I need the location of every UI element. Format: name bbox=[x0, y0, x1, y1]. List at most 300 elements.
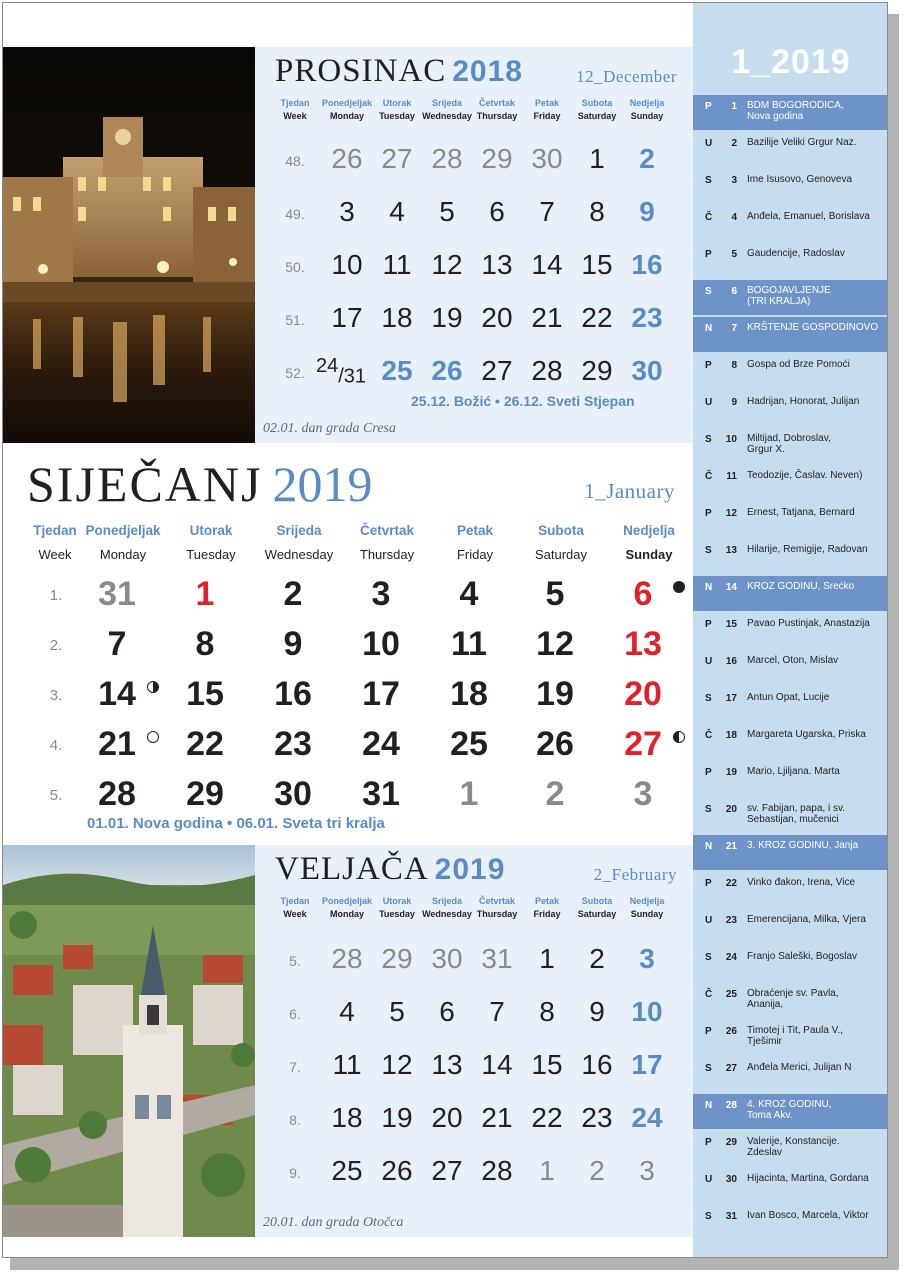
day-cell: 6 bbox=[439, 996, 455, 1027]
month-year: 2018 bbox=[452, 55, 523, 88]
header-hr: Tjedan bbox=[280, 896, 310, 906]
header-en: Wednesday bbox=[264, 547, 334, 562]
header-hr: Nedjelja bbox=[623, 523, 675, 538]
day-cell: 1 bbox=[539, 1155, 555, 1186]
header-en: Sunday bbox=[630, 111, 664, 121]
day-cell: 23 bbox=[631, 302, 663, 333]
day-column-header bbox=[253, 519, 345, 567]
saint-day-row bbox=[693, 391, 888, 428]
weekday-letter: P bbox=[705, 360, 712, 371]
day-number: 30 bbox=[725, 1174, 737, 1185]
header-hr: Ponedjeljak bbox=[321, 896, 373, 906]
header-hr: Subota bbox=[538, 523, 584, 538]
day-cell: 8 bbox=[589, 196, 605, 227]
calendar-page bbox=[2, 2, 888, 1258]
day-cell: 26 bbox=[536, 725, 574, 763]
day-cell: 7 bbox=[489, 996, 505, 1027]
day-cell: 5 bbox=[439, 196, 455, 227]
saint-names: Gospa od Brze Pomoći bbox=[747, 359, 850, 370]
saint-names: sv. Fabijan, papa, i sv. Sebastijan, mučenici bbox=[747, 803, 846, 825]
saint-names: BDM BOGORODICA, Nova godina bbox=[747, 100, 844, 122]
header-hr: Ponedjeljak bbox=[321, 98, 373, 108]
header-hr: Četvrtak bbox=[478, 896, 516, 906]
saint-day-row bbox=[693, 872, 888, 909]
week-number: 5. bbox=[289, 953, 301, 969]
day-cell: 4 bbox=[339, 996, 355, 1027]
day-cell: 27 bbox=[481, 355, 513, 386]
week-number: 52. bbox=[285, 365, 305, 381]
day-cell: 11 bbox=[382, 249, 412, 280]
saint-day-row bbox=[693, 761, 888, 798]
day-cell: 29 bbox=[186, 775, 224, 813]
header-hr: Nedjelja bbox=[629, 98, 665, 108]
day-cell: 21 bbox=[531, 302, 563, 333]
month-year: 2019 bbox=[272, 456, 373, 512]
saint-names: Ivan Bosco, Marcela, Viktor bbox=[747, 1210, 869, 1221]
saint-day-row bbox=[693, 909, 888, 946]
header-en: Wednesday bbox=[422, 909, 472, 919]
saint-day-row bbox=[693, 206, 888, 243]
day-cell: 31 bbox=[362, 775, 400, 813]
saint-day-row bbox=[693, 576, 888, 611]
weekday-letter: U bbox=[705, 656, 713, 667]
day-cell: 19 bbox=[431, 302, 463, 333]
saint-names: Timotej i Tit, Paula V., Tješimir bbox=[747, 1025, 843, 1047]
saint-day-row bbox=[693, 983, 888, 1020]
day-column-header bbox=[429, 519, 521, 567]
day-column-header bbox=[77, 519, 169, 567]
header-hr: Srijeda bbox=[276, 523, 322, 538]
weekday-letter: P bbox=[705, 619, 712, 630]
saint-names: Anđela Merici, Julijan N bbox=[747, 1062, 852, 1073]
weekday-letter: U bbox=[705, 397, 713, 408]
day-cell: 12 bbox=[381, 1049, 413, 1080]
month-panel-december-2018 bbox=[255, 47, 693, 443]
header-hr: Petak bbox=[456, 523, 494, 538]
day-cell: 19 bbox=[381, 1102, 413, 1133]
header-en: Tuesday bbox=[379, 111, 415, 121]
saints-sidebar bbox=[693, 3, 888, 1258]
day-cell: 1 bbox=[459, 775, 479, 813]
saint-names: Teodozije, Časlav. Neven) bbox=[747, 470, 863, 481]
day-cell: 14 bbox=[481, 1049, 513, 1080]
saint-names: KRŠTENJE GOSPODINOVO bbox=[747, 322, 879, 333]
day-cell: 28 bbox=[531, 355, 563, 386]
week-number: 2. bbox=[49, 637, 63, 654]
month-title-december bbox=[275, 53, 523, 90]
day-number: 17 bbox=[725, 693, 737, 704]
header-hr: Subota bbox=[581, 98, 613, 108]
sidebar-title: 1_2019 bbox=[731, 43, 851, 81]
month-english-name: 1_January bbox=[584, 479, 675, 503]
day-cell: 11 bbox=[451, 625, 487, 663]
header-hr: Tjedan bbox=[280, 98, 310, 108]
header-hr: Utorak bbox=[382, 896, 412, 906]
day-number: 16 bbox=[725, 656, 737, 667]
weekday-letter: S bbox=[705, 286, 712, 297]
day-number: 11 bbox=[726, 471, 737, 482]
day-cell: 2 bbox=[589, 1155, 605, 1186]
saint-day-row bbox=[693, 539, 888, 576]
header-en: Sunday bbox=[625, 547, 673, 562]
week-number: 3. bbox=[49, 687, 63, 704]
day-column-header bbox=[319, 895, 375, 921]
day-column-header bbox=[569, 895, 625, 921]
saint-day-row bbox=[693, 502, 888, 539]
weekday-letter: Č bbox=[705, 471, 713, 482]
day-cell: 24 bbox=[631, 1102, 663, 1133]
saint-day-row bbox=[693, 835, 888, 870]
week-number: 51. bbox=[285, 312, 305, 328]
day-cell: 25 bbox=[381, 355, 413, 386]
day-number: 19 bbox=[725, 767, 737, 778]
weekday-letter: S bbox=[705, 693, 712, 704]
day-number: 18 bbox=[725, 730, 737, 741]
day-number: 25 bbox=[725, 989, 737, 1000]
day-number: 6 bbox=[731, 286, 737, 297]
day-number: 21 bbox=[725, 841, 737, 852]
day-cell: 30 bbox=[274, 775, 312, 813]
week-number: 49. bbox=[285, 206, 305, 222]
week-number: 8. bbox=[289, 1112, 301, 1128]
day-cell: 18 bbox=[331, 1102, 363, 1133]
day-column-header bbox=[519, 97, 575, 123]
day-column-header bbox=[469, 97, 525, 123]
weekday-letter: N bbox=[705, 1100, 713, 1111]
saint-names: 3. KROZ GODINU, Janja bbox=[747, 840, 859, 851]
day-cell: 30 bbox=[431, 943, 463, 974]
day-cell: 14 bbox=[98, 675, 136, 713]
saint-day-row bbox=[693, 1020, 888, 1057]
weekday-letter: S bbox=[705, 952, 712, 963]
header-hr: Utorak bbox=[189, 523, 233, 538]
day-cell: 3 bbox=[371, 575, 391, 613]
day-cell: 7 bbox=[539, 196, 555, 227]
weekday-letter: S bbox=[705, 1063, 712, 1074]
day-cell: 21 bbox=[481, 1102, 513, 1133]
day-number: 7 bbox=[731, 323, 737, 334]
month-name: VELJAČA bbox=[275, 851, 429, 887]
day-cell: 28 bbox=[481, 1155, 513, 1186]
day-column-header bbox=[603, 519, 695, 567]
saint-day-row bbox=[693, 317, 888, 352]
day-cell: 28 bbox=[331, 943, 363, 974]
day-number: 31 bbox=[725, 1211, 737, 1222]
weekday-letter: N bbox=[705, 582, 713, 593]
month-panel-january-2019 bbox=[3, 445, 693, 845]
day-cell: 23 bbox=[581, 1102, 613, 1133]
day-number-sub: /31 bbox=[338, 365, 367, 388]
day-cell: 18 bbox=[450, 675, 488, 713]
header-en: Sunday bbox=[630, 909, 664, 919]
month-title-february bbox=[275, 851, 505, 888]
day-number: 23 bbox=[725, 915, 737, 926]
header-hr: Ponedjeljak bbox=[85, 523, 161, 538]
saint-day-row bbox=[693, 354, 888, 391]
day-number: 1 bbox=[731, 101, 737, 112]
day-cell: 6 bbox=[489, 196, 505, 227]
weekday-letter: P bbox=[705, 767, 712, 778]
day-cell: 24 bbox=[362, 725, 400, 763]
day-cell: 25 bbox=[450, 725, 488, 763]
day-cell: 5 bbox=[389, 996, 405, 1027]
day-cell: 2 bbox=[545, 775, 565, 813]
weekday-letter: S bbox=[705, 434, 712, 445]
saint-names: Obraćenje sv. Pavla, Ananija, bbox=[747, 988, 839, 1010]
header-en: Saturday bbox=[577, 909, 617, 919]
day-number: 29 bbox=[725, 1137, 737, 1148]
day-cell: 4 bbox=[389, 196, 405, 227]
day-cell: 27 bbox=[381, 143, 413, 174]
day-number: 3 bbox=[731, 175, 737, 186]
day-cell: 13 bbox=[624, 625, 662, 663]
day-cell: 3 bbox=[639, 943, 655, 974]
week-number: 50. bbox=[285, 259, 305, 275]
day-cell: 31 bbox=[98, 575, 136, 613]
holidays-line: 25.12. Božić • 26.12. Sveti Stjepan bbox=[411, 393, 635, 409]
header-en: Monday bbox=[99, 547, 147, 562]
day-cell: 20 bbox=[431, 1102, 463, 1133]
saint-names: Vinko đakon, Irena, Vice bbox=[747, 877, 856, 888]
day-number: 26 bbox=[725, 1026, 737, 1037]
day-cell: 3 bbox=[633, 775, 653, 813]
saint-day-row bbox=[693, 280, 888, 315]
day-cell: 28 bbox=[431, 143, 463, 174]
saint-names: Valerije, Konstancije. Zdeslav bbox=[747, 1136, 840, 1158]
day-number: 13 bbox=[725, 545, 737, 556]
saint-names: Ernest, Tatjana, Bernard bbox=[747, 507, 855, 518]
day-cell: 5 bbox=[545, 575, 565, 613]
day-cell: 10 bbox=[631, 996, 663, 1027]
day-cell: 1 bbox=[539, 943, 555, 974]
day-cell: 9 bbox=[639, 196, 655, 227]
saint-names: Hadrijan, Honorat, Julijan bbox=[747, 396, 860, 407]
week-number: 6. bbox=[289, 1006, 301, 1022]
saint-day-row bbox=[693, 243, 888, 280]
photo-harbour-night bbox=[3, 47, 255, 443]
saint-names: Miltijad, Dobroslav, Grgur X. bbox=[747, 433, 831, 455]
weekday-letter: S bbox=[705, 804, 712, 815]
saint-day-row bbox=[693, 687, 888, 724]
weekday-letter: P bbox=[705, 101, 712, 112]
day-number: 20 bbox=[725, 804, 737, 815]
day-cell: 10 bbox=[362, 625, 400, 663]
day-column-header bbox=[419, 97, 475, 123]
header-en: Tuesday bbox=[379, 909, 415, 919]
weekday-letter: Č bbox=[705, 730, 713, 741]
week-number: 5. bbox=[49, 787, 63, 804]
header-en: Wednesday bbox=[422, 111, 472, 121]
day-cell: 18 bbox=[381, 302, 413, 333]
new-moon-icon bbox=[673, 581, 685, 593]
header-en: Friday bbox=[533, 909, 561, 919]
saint-names: BOGOJAVLJENJE (TRI KRALJA) bbox=[747, 285, 831, 307]
day-cell: 13 bbox=[431, 1049, 463, 1080]
day-column-header bbox=[469, 895, 525, 921]
last-quarter-icon bbox=[673, 731, 685, 743]
saint-day-row bbox=[693, 613, 888, 650]
saint-names: Bazilije Veliki Grgur Naz. bbox=[747, 137, 857, 148]
day-column-header bbox=[369, 97, 425, 123]
weekday-letter: N bbox=[705, 841, 713, 852]
day-column-header bbox=[619, 97, 675, 123]
month-year: 2019 bbox=[434, 853, 506, 886]
weekday-letter: P bbox=[705, 508, 712, 519]
day-column-header bbox=[369, 895, 425, 921]
day-column-header bbox=[619, 895, 675, 921]
month-name: PROSINAC bbox=[275, 53, 447, 89]
day-column-header bbox=[519, 895, 575, 921]
month-name: SIJEČANJ bbox=[27, 456, 263, 512]
saint-day-row bbox=[693, 169, 888, 206]
month-panel-february-2019 bbox=[255, 845, 693, 1237]
day-cell: 14 bbox=[531, 249, 563, 280]
day-cell: 27 bbox=[431, 1155, 463, 1186]
day-number: 5 bbox=[731, 249, 737, 260]
day-number: 10 bbox=[725, 434, 737, 445]
saint-day-row bbox=[693, 1094, 888, 1129]
day-cell: 15 bbox=[531, 1049, 563, 1080]
header-hr: Tjedan bbox=[33, 523, 77, 538]
day-number: 22 bbox=[725, 878, 737, 889]
day-cell bbox=[315, 355, 367, 389]
weekday-letter: P bbox=[705, 249, 712, 260]
week-column-header bbox=[275, 97, 315, 123]
day-cell: 1 bbox=[195, 575, 215, 613]
saint-names: Pavao Pustinjak, Anastazija bbox=[747, 618, 870, 629]
header-hr: Četvrtak bbox=[359, 523, 415, 538]
saint-day-row bbox=[693, 1205, 888, 1242]
day-cell: 30 bbox=[531, 143, 563, 174]
header-en: Saturday bbox=[577, 111, 617, 121]
weekday-letter: S bbox=[705, 1211, 712, 1222]
header-hr: Utorak bbox=[382, 98, 412, 108]
weekday-letter: U bbox=[705, 1174, 713, 1185]
day-cell: 8 bbox=[539, 996, 555, 1027]
saint-names: Margareta Ugarska, Priska bbox=[747, 729, 866, 740]
day-cell: 2 bbox=[639, 143, 655, 174]
month-english-name: 2_February bbox=[593, 865, 677, 884]
day-cell: 29 bbox=[481, 143, 513, 174]
saint-day-row bbox=[693, 946, 888, 983]
day-cell: 11 bbox=[332, 1049, 362, 1080]
saint-names: Marcel, Oton, Mislav bbox=[747, 655, 839, 666]
saint-day-row bbox=[693, 95, 888, 130]
day-cell: 23 bbox=[274, 725, 312, 763]
day-number: 12 bbox=[725, 508, 737, 519]
day-cell: 9 bbox=[283, 625, 303, 663]
saint-names: KROZ GODINU, Srećko bbox=[747, 581, 855, 592]
weekday-letter: Č bbox=[705, 212, 713, 223]
day-cell: 3 bbox=[639, 1155, 655, 1186]
day-cell: 29 bbox=[381, 943, 413, 974]
day-cell: 16 bbox=[274, 675, 312, 713]
saint-names: Anđela, Emanuel, Borislava bbox=[747, 211, 870, 222]
day-cell: 21 bbox=[98, 725, 136, 763]
day-cell: 13 bbox=[481, 249, 513, 280]
day-column-header bbox=[319, 97, 375, 123]
day-cell: 2 bbox=[283, 575, 303, 613]
day-number-sup: 24 bbox=[315, 355, 339, 377]
day-number: 4 bbox=[731, 212, 737, 223]
month-english-name: 12_December bbox=[576, 67, 677, 86]
day-column-header bbox=[569, 97, 625, 123]
weekday-letter: P bbox=[705, 878, 712, 889]
day-cell: 1 bbox=[589, 143, 605, 174]
saint-names: Hilarije, Remigije, Radovan bbox=[747, 544, 868, 555]
week-number: 1. bbox=[49, 587, 63, 604]
day-cell: 2 bbox=[589, 943, 605, 974]
day-cell: 30 bbox=[631, 355, 663, 386]
header-en: Friday bbox=[456, 547, 494, 562]
day-cell: 22 bbox=[531, 1102, 563, 1133]
month-title-january bbox=[27, 455, 372, 513]
weekday-letter: Č bbox=[705, 989, 713, 1000]
weekday-letter: S bbox=[705, 175, 712, 186]
day-cell: 31 bbox=[481, 943, 513, 974]
holidays-line: 01.01. Nova godina • 06.01. Sveta tri kralja bbox=[87, 815, 385, 832]
day-cell: 15 bbox=[186, 675, 224, 713]
header-hr: Srijeda bbox=[431, 98, 462, 108]
weekday-letter: P bbox=[705, 1026, 712, 1037]
saint-names: Franjo Saleški, Bogoslav bbox=[747, 951, 858, 962]
saint-day-row bbox=[693, 798, 888, 835]
weekday-letter: U bbox=[705, 915, 713, 926]
saint-day-row bbox=[693, 465, 888, 502]
day-cell: 28 bbox=[98, 775, 136, 813]
day-column-header bbox=[419, 895, 475, 921]
day-cell: 17 bbox=[331, 302, 363, 333]
day-cell: 22 bbox=[581, 302, 613, 333]
saint-names: Hijacinta, Martina, Gordana bbox=[747, 1173, 869, 1184]
header-en: Monday bbox=[329, 111, 364, 121]
day-cell: 25 bbox=[331, 1155, 363, 1186]
day-cell: 16 bbox=[581, 1049, 613, 1080]
day-number: 24 bbox=[725, 952, 737, 963]
day-cell: 17 bbox=[631, 1049, 663, 1080]
day-cell: 29 bbox=[581, 355, 613, 386]
header-en: Monday bbox=[329, 909, 364, 919]
header-en: Week bbox=[283, 111, 307, 121]
saint-day-row bbox=[693, 1168, 888, 1205]
header-en: Tuesday bbox=[186, 547, 236, 562]
header-en: Thursday bbox=[476, 111, 518, 121]
day-cell: 12 bbox=[536, 625, 574, 663]
day-cell: 7 bbox=[107, 625, 127, 663]
weekday-letter: S bbox=[705, 545, 712, 556]
header-hr: Nedjelja bbox=[629, 896, 665, 906]
full-moon-icon bbox=[147, 731, 159, 743]
day-number: 14 bbox=[725, 582, 737, 593]
day-cell: 26 bbox=[381, 1155, 413, 1186]
saint-names: Gaudencije, Radoslav bbox=[747, 248, 845, 259]
saint-names: Mario, Ljiljana. Marta bbox=[747, 766, 840, 777]
header-hr: Četvrtak bbox=[478, 98, 516, 108]
day-cell: 8 bbox=[195, 625, 215, 663]
saint-names: 4. KROZ GODINU, Toma Akv. bbox=[747, 1099, 832, 1121]
day-cell: 12 bbox=[431, 249, 463, 280]
day-cell: 4 bbox=[459, 575, 479, 613]
day-cell: 3 bbox=[339, 196, 355, 227]
weekday-letter: N bbox=[705, 323, 713, 334]
day-cell: 26 bbox=[331, 143, 363, 174]
day-number: 9 bbox=[731, 397, 737, 408]
day-column-header bbox=[341, 519, 433, 567]
day-cell: 6 bbox=[633, 575, 653, 613]
header-en: Week bbox=[283, 909, 307, 919]
header-hr: Subota bbox=[581, 896, 613, 906]
day-cell: 27 bbox=[624, 725, 662, 763]
